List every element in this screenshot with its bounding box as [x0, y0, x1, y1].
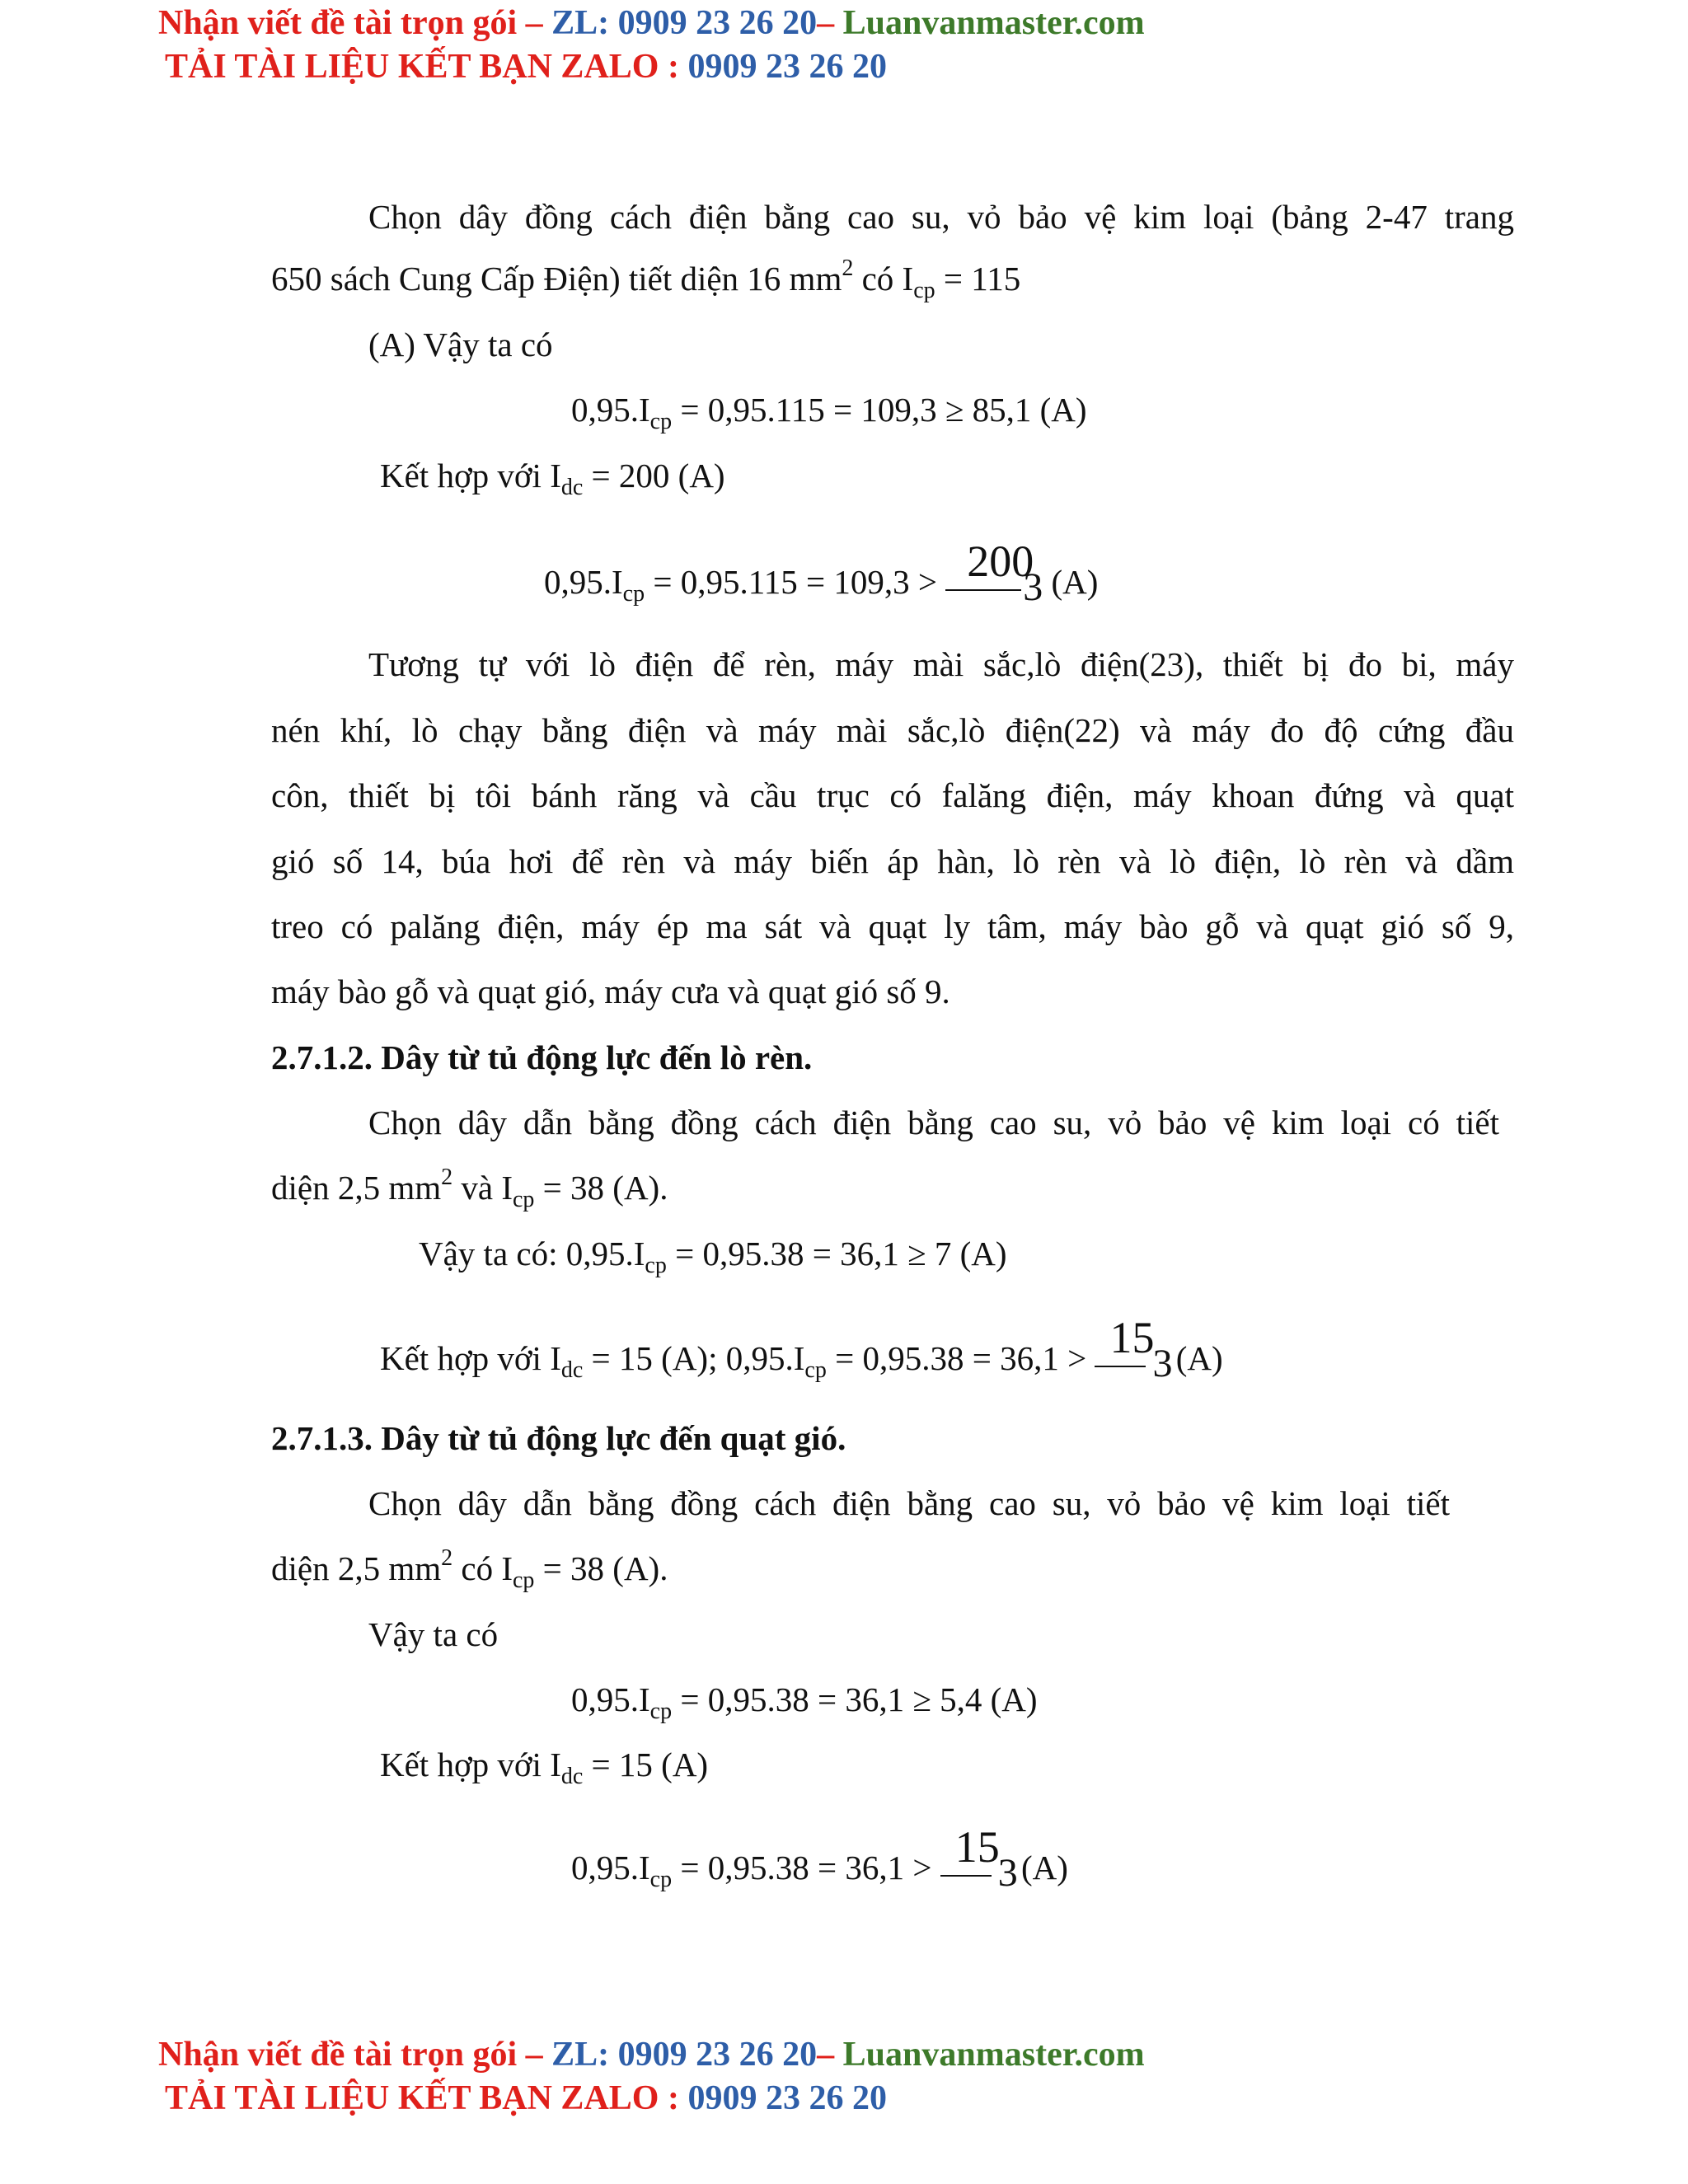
fraction-numerator: 200: [967, 537, 1034, 586]
footer-zalo-number: ZL: 0909 23 26 20: [551, 2036, 818, 2074]
fraction: [1095, 1313, 1173, 1385]
footer-line-2: TẢI TÀI LIỆU KẾT BẠN ZALO : 0909 23 26 20: [165, 2079, 887, 2117]
fraction-numerator: 15: [1109, 1313, 1155, 1362]
equation-fraction: $0,95.I_{cp} = 0,95.38 = 36,1$ > 15 3 (A): [571, 1822, 1068, 1895]
fraction-bar: [1095, 1366, 1146, 1367]
fraction-denominator: 3: [1023, 565, 1043, 609]
paragraph-line: côn, thiết bị tôi bánh răng và cầu trục có falăng điện, máy khoan đứng và quạt: [271, 776, 1514, 814]
combination-line: Kết hợp với $I_{dc} = 200$ (A): [380, 457, 725, 500]
equation-fraction: Kết hợp với $I_{dc} = 15$ (A); $0,95.I_{cp} = 0,95.38 = 36,1$ > 15 3 (A): [380, 1313, 1223, 1385]
paragraph-line: máy bào gỗ và quạt gió, máy cưa và quạt gió số 9.: [271, 972, 950, 1010]
header-zalo-number: ZL: 0909 23 26 20: [551, 4, 818, 42]
header-zalo-text: TẢI TÀI LIỆU KẾT BẠN ZALO: [165, 48, 659, 86]
fraction-numerator: 15: [954, 1822, 1000, 1872]
paragraph-line: nén khí, lò chạy bằng điện và máy mài sắc,lò điện(22) và máy đo độ cứng đầu: [271, 711, 1514, 749]
header-zalo-phone: 0909 23 26 20: [687, 48, 887, 86]
footer-line-1: Nhận viết đề tài trọn gói – ZL: 0909 23 26 20– Luanvanmaster.com: [158, 2036, 1145, 2074]
section-heading: 2.7.1.3. Dây từ tủ động lực đến quạt gió.: [271, 1419, 846, 1457]
paragraph-line: Vậy ta có: [368, 1615, 499, 1653]
paragraph-line: 650 sách Cung Cấp Điện) tiết diện 16 $mm^2$ có $I_{cp} = 115$: [271, 255, 1021, 303]
paragraph-line: Tương tự với lò điện để rèn, máy mài sắc,lò điện(23), thiết bị đo bi, máy: [368, 645, 1514, 683]
section-heading: 2.7.1.2. Dây từ tủ động lực đến lò rèn.: [271, 1038, 813, 1076]
equation: $0,95.I_{cp} = 0,95.115 = 109,3 \ge 85,1$ (A): [571, 391, 1087, 434]
combination-line: Kết hợp với $I_{dc} = 15$ (A): [380, 1746, 709, 1789]
fraction-bar: [940, 1875, 992, 1877]
paragraph-line: diện 2,5 $mm^2$ có $I_{cp} = 38$ (A).: [271, 1545, 668, 1593]
fraction-denominator: 3: [997, 1851, 1018, 1895]
paragraph-line: (A) Vậy ta có: [368, 326, 553, 363]
header-line-1: Nhận viết đề tài trọn gói – ZL: 0909 23 26 20– Luanvanmaster.com: [158, 4, 1145, 42]
fraction-bar: [945, 589, 1021, 591]
header-line-2: TẢI TÀI LIỆU KẾT BẠN ZALO : 0909 23 26 20: [165, 48, 887, 86]
equation: $0,95.I_{cp} = 0,95.38 = 36,1 \ge 5,4$ (A): [571, 1680, 1038, 1724]
footer-service-text: Nhận viết đề tài trọn gói: [158, 2036, 518, 2074]
paragraph-line: gió số 14, búa hơi để rèn và máy biến áp hàn, lò rèn và lò điện, lò rèn và dầm: [271, 842, 1514, 880]
header-service-text: Nhận viết đề tài trọn gói: [158, 4, 518, 42]
equation-fraction: $0,95.I_{cp} = 0,95.115 = 109,3$ > 200 3 (A): [544, 537, 1099, 609]
paragraph-line: Chọn dây đồng cách điện bằng cao su, vỏ bảo vệ kim loại (bảng 2-47 trang: [368, 198, 1514, 236]
footer-zalo-text: TẢI TÀI LIỆU KẾT BẠN ZALO: [165, 2079, 659, 2117]
fraction-denominator: 3: [1152, 1342, 1173, 1385]
paragraph-line: Chọn dây dẫn bằng đồng cách điện bằng cao su, vỏ bảo vệ kim loại có tiết: [368, 1104, 1499, 1141]
header-website: Luanvanmaster.com: [842, 4, 1145, 42]
fraction: [940, 1822, 1018, 1895]
paragraph-line: diện 2,5 $mm^2$ và $I_{cp} = 38$ (A).: [271, 1165, 668, 1212]
footer-website: Luanvanmaster.com: [842, 2036, 1145, 2074]
paragraph-line: treo có palăng điện, máy ép ma sát và quạt ly tâm, máy bào gỗ và quạt gió số 9,: [271, 907, 1514, 945]
equation: Vậy ta có: $0,95.I_{cp} = 0,95.38 = 36,1 \ge 7$ (A): [419, 1235, 1007, 1278]
paragraph-line: Chọn dây dẫn bằng đồng cách điện bằng cao su, vỏ bảo vệ kim loại tiết: [368, 1484, 1450, 1522]
footer-zalo-phone: 0909 23 26 20: [687, 2079, 887, 2117]
